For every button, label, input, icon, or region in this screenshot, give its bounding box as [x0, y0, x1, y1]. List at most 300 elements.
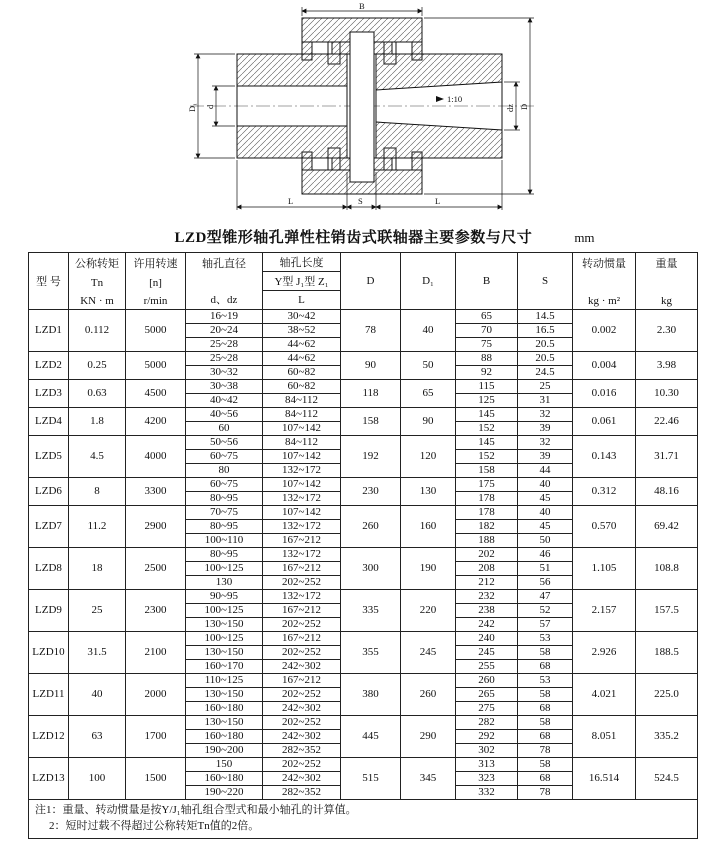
header-bore-len-L: L: [298, 294, 305, 306]
cell-S: 31: [518, 394, 573, 408]
cell-torque: 0.63: [69, 380, 126, 408]
cell-B: 242: [456, 618, 518, 632]
cell-D1: 220: [401, 590, 456, 632]
cell-bore-diameter: 160~180: [186, 730, 263, 744]
cell-speed: 3300: [126, 478, 186, 506]
cell-D: 380: [341, 674, 401, 716]
taper-arrow-icon: [436, 96, 444, 102]
cell-S: 56: [518, 576, 573, 590]
cell-torque: 11.2: [69, 506, 126, 548]
cell-speed: 4200: [126, 408, 186, 436]
cell-torque: 63: [69, 716, 126, 758]
cell-D: 355: [341, 632, 401, 674]
page-title: LZD型锥形轴孔弹性柱销齿式联轴器主要参数与尺寸: [174, 230, 533, 246]
cell-bore-diameter: 100~110: [186, 534, 263, 548]
cell-inertia: 2.157: [573, 590, 636, 632]
header-bore-len-title: 轴孔长度: [263, 253, 340, 272]
cell-B: 302: [456, 744, 518, 758]
cell-D1: 345: [401, 758, 456, 800]
cell-speed: 1700: [126, 716, 186, 758]
cell-inertia: 2.926: [573, 632, 636, 674]
cell-S: 68: [518, 730, 573, 744]
cell-weight: 10.30: [636, 380, 698, 408]
cell-B: 88: [456, 352, 518, 366]
header-S: [518, 253, 573, 310]
cell-inertia: 0.143: [573, 436, 636, 478]
cell-bore-length: 167~212: [263, 562, 341, 576]
cell-bore-diameter: 100~125: [186, 632, 263, 646]
notes-row: [29, 800, 698, 839]
cell-bore-length: 107~142: [263, 422, 341, 436]
cell-speed: 2500: [126, 548, 186, 590]
cell-S: 47: [518, 590, 573, 604]
cell-weight: 2.30: [636, 310, 698, 352]
cell-weight: 225.0: [636, 674, 698, 716]
table-row: [29, 408, 698, 422]
cell-D1: 260: [401, 674, 456, 716]
cell-S: 39: [518, 422, 573, 436]
header-bore-length: [263, 253, 341, 310]
cell-D: 78: [341, 310, 401, 352]
cell-B: 245: [456, 646, 518, 660]
cell-bore-diameter: 110~125: [186, 674, 263, 688]
cell-bore-length: 167~212: [263, 632, 341, 646]
cell-model: LZD6: [29, 478, 69, 506]
cell-bore-diameter: 40~56: [186, 408, 263, 422]
cell-model: LZD2: [29, 352, 69, 380]
cell-inertia: 0.016: [573, 380, 636, 408]
cell-speed: 1500: [126, 758, 186, 800]
cell-B: 265: [456, 688, 518, 702]
cell-bore-length: 202~252: [263, 758, 341, 772]
cell-B: 65: [456, 310, 518, 324]
header-torque-line2: Tn: [90, 277, 104, 289]
cell-D: 300: [341, 548, 401, 590]
header-inertia: [573, 253, 636, 310]
cell-bore-diameter: 25~28: [186, 338, 263, 352]
header-torque-line1: 公称转矩: [75, 258, 119, 270]
cell-speed: 5000: [126, 310, 186, 352]
header-D-label: D: [366, 275, 375, 287]
cell-bore-diameter: 100~125: [186, 604, 263, 618]
header-weight: [636, 253, 698, 310]
table-header: [29, 253, 698, 310]
cell-bore-diameter: 130~150: [186, 716, 263, 730]
cell-S: 32: [518, 408, 573, 422]
cell-bore-diameter: 100~125: [186, 562, 263, 576]
cell-weight: 3.98: [636, 352, 698, 380]
cell-bore-diameter: 80~95: [186, 548, 263, 562]
cell-D1: 130: [401, 478, 456, 506]
header-speed: [126, 253, 186, 310]
cell-D1: 245: [401, 632, 456, 674]
cell-bore-length: 107~142: [263, 506, 341, 520]
cell-S: 32: [518, 436, 573, 450]
table-row: [29, 310, 698, 324]
cell-weight: 31.71: [636, 436, 698, 478]
cell-B: 152: [456, 450, 518, 464]
cell-bore-diameter: 130: [186, 576, 263, 590]
cell-S: 20.5: [518, 338, 573, 352]
table-row: [29, 590, 698, 604]
cell-S: 25: [518, 380, 573, 394]
cell-bore-length: 132~172: [263, 520, 341, 534]
cell-B: 152: [456, 422, 518, 436]
cell-B: 232: [456, 590, 518, 604]
cell-D1: 120: [401, 436, 456, 478]
notes-cell: [29, 800, 698, 839]
cell-speed: 4500: [126, 380, 186, 408]
cell-S: 58: [518, 688, 573, 702]
dim-label-L-left: L: [288, 196, 294, 206]
cell-bore-length: 282~352: [263, 786, 341, 800]
cell-B: 260: [456, 674, 518, 688]
cell-B: 313: [456, 758, 518, 772]
cell-S: 46: [518, 548, 573, 562]
cell-B: 208: [456, 562, 518, 576]
cell-bore-length: 107~142: [263, 450, 341, 464]
cell-bore-length: 44~62: [263, 352, 341, 366]
cell-S: 52: [518, 604, 573, 618]
cell-bore-diameter: 90~95: [186, 590, 263, 604]
cell-weight: 335.2: [636, 716, 698, 758]
cell-weight: 108.8: [636, 548, 698, 590]
cell-torque: 18: [69, 548, 126, 590]
cell-model: LZD7: [29, 506, 69, 548]
header-speed-line3: r/min: [143, 295, 168, 307]
left-hub-lower: [237, 126, 347, 158]
left-hub-flange-bottom: [332, 158, 350, 170]
note-2: 2：短时过载不得超过公称转矩Tn值的2倍。: [49, 819, 260, 832]
cell-B: 255: [456, 660, 518, 674]
header-B-label: B: [482, 275, 491, 287]
cell-D: 192: [341, 436, 401, 478]
cell-S: 45: [518, 520, 573, 534]
cell-D: 445: [341, 716, 401, 758]
cell-inertia: 8.051: [573, 716, 636, 758]
spec-table-body: [29, 310, 698, 800]
cell-bore-length: 84~112: [263, 436, 341, 450]
cell-speed: 2300: [126, 590, 186, 632]
cell-S: 78: [518, 744, 573, 758]
cell-B: 238: [456, 604, 518, 618]
cell-S: 68: [518, 772, 573, 786]
cell-S: 44: [518, 464, 573, 478]
header-bore-len-types: Y型 J₁型 Z₁: [263, 272, 340, 291]
cell-bore-length: 167~212: [263, 534, 341, 548]
cell-S: 68: [518, 660, 573, 674]
dim-label-D: D: [519, 103, 529, 110]
cell-S: 78: [518, 786, 573, 800]
cell-bore-length: 44~62: [263, 338, 341, 352]
cell-B: 212: [456, 576, 518, 590]
cell-bore-length: 132~172: [263, 492, 341, 506]
cell-B: 115: [456, 380, 518, 394]
header-D: [341, 253, 401, 310]
cell-D: 230: [341, 478, 401, 506]
cell-bore-length: 167~212: [263, 674, 341, 688]
table-row: [29, 478, 698, 492]
table-row: [29, 758, 698, 772]
cell-D: 118: [341, 380, 401, 408]
cell-D1: 190: [401, 548, 456, 590]
cell-bore-diameter: 20~24: [186, 324, 263, 338]
cell-bore-diameter: 25~28: [186, 352, 263, 366]
header-torque: [69, 253, 126, 310]
dim-label-dz: dz: [505, 103, 515, 112]
header-bore-diameter: [186, 253, 263, 310]
cell-S: 16.5: [518, 324, 573, 338]
cell-speed: 2000: [126, 674, 186, 716]
cell-inertia: 0.570: [573, 506, 636, 548]
cell-torque: 0.112: [69, 310, 126, 352]
cell-B: 178: [456, 492, 518, 506]
note-1: 注1：重量、转动惯量是按Y/J₁轴孔组合型式和最小轴孔的计算值。: [35, 804, 357, 816]
cell-bore-diameter: 80~95: [186, 520, 263, 534]
cell-bore-length: 282~352: [263, 744, 341, 758]
header-D1-label: D₁: [422, 275, 434, 287]
cell-B: 275: [456, 702, 518, 716]
cell-S: 45: [518, 492, 573, 506]
cell-torque: 31.5: [69, 632, 126, 674]
cell-bore-length: 132~172: [263, 464, 341, 478]
cell-bore-length: 84~112: [263, 408, 341, 422]
cell-S: 14.5: [518, 310, 573, 324]
cell-weight: 48.16: [636, 478, 698, 506]
cell-bore-diameter: 130~150: [186, 646, 263, 660]
cell-model: LZD1: [29, 310, 69, 352]
cell-torque: 8: [69, 478, 126, 506]
cell-S: 68: [518, 702, 573, 716]
cell-B: 175: [456, 478, 518, 492]
title-row: [50, 226, 719, 247]
header-speed-line2: [n]: [149, 277, 162, 289]
table-row: [29, 548, 698, 562]
cell-inertia: 0.002: [573, 310, 636, 352]
cell-bore-length: 202~252: [263, 716, 341, 730]
cell-bore-length: 84~112: [263, 394, 341, 408]
cell-bore-diameter: 16~19: [186, 310, 263, 324]
cell-bore-length: 242~302: [263, 702, 341, 716]
cell-model: LZD11: [29, 674, 69, 716]
cell-S: 50: [518, 534, 573, 548]
unit-label: mm: [574, 230, 595, 245]
cell-bore-diameter: 130~150: [186, 688, 263, 702]
cell-S: 39: [518, 450, 573, 464]
cell-bore-length: 132~172: [263, 590, 341, 604]
cell-S: 53: [518, 674, 573, 688]
table-notes: [29, 800, 698, 839]
cell-D1: 50: [401, 352, 456, 380]
cell-B: 125: [456, 394, 518, 408]
cell-S: 58: [518, 646, 573, 660]
cell-weight: 69.42: [636, 506, 698, 548]
header-S-label: S: [541, 275, 549, 287]
cell-inertia: 0.312: [573, 478, 636, 506]
cell-speed: 4000: [126, 436, 186, 478]
table-row: [29, 380, 698, 394]
header-bore-dia-line1: 轴孔直径: [202, 258, 246, 270]
cell-bore-diameter: 50~56: [186, 436, 263, 450]
cell-bore-length: 202~252: [263, 618, 341, 632]
header-torque-line3: KN · m: [80, 295, 114, 307]
cell-weight: 22.46: [636, 408, 698, 436]
cell-bore-length: 60~82: [263, 366, 341, 380]
header-model-label: 型 号: [36, 276, 61, 288]
cell-D1: 90: [401, 408, 456, 436]
cell-weight: 188.5: [636, 632, 698, 674]
cell-bore-length: 107~142: [263, 478, 341, 492]
cell-D: 335: [341, 590, 401, 632]
spec-table: [28, 252, 698, 839]
table-row: [29, 716, 698, 730]
cell-torque: 4.5: [69, 436, 126, 478]
cell-bore-diameter: 130~150: [186, 618, 263, 632]
cell-bore-diameter: 160~180: [186, 702, 263, 716]
table-row: [29, 436, 698, 450]
cell-model: LZD5: [29, 436, 69, 478]
cell-bore-diameter: 70~75: [186, 506, 263, 520]
dim-label-B: B: [359, 2, 365, 11]
cell-B: 182: [456, 520, 518, 534]
taper-label: 1:10: [447, 94, 463, 104]
cell-speed: 5000: [126, 352, 186, 380]
cell-torque: 1.8: [69, 408, 126, 436]
header-model: [29, 253, 69, 310]
cell-inertia: 0.004: [573, 352, 636, 380]
coupling-section-drawing: [182, 2, 542, 217]
table-row: [29, 674, 698, 688]
cell-B: 323: [456, 772, 518, 786]
header-B: [456, 253, 518, 310]
cell-B: 145: [456, 436, 518, 450]
cell-inertia: 4.021: [573, 674, 636, 716]
cell-B: 332: [456, 786, 518, 800]
cell-bore-diameter: 80~95: [186, 492, 263, 506]
cell-D1: 40: [401, 310, 456, 352]
dim-label-D1: D₁: [187, 102, 197, 112]
cell-S: 24.5: [518, 366, 573, 380]
cell-B: 145: [456, 408, 518, 422]
cell-S: 40: [518, 506, 573, 520]
cell-bore-diameter: 40~42: [186, 394, 263, 408]
cell-weight: 157.5: [636, 590, 698, 632]
dim-label-L-right: L: [435, 196, 441, 206]
cell-bore-length: 242~302: [263, 730, 341, 744]
cell-B: 158: [456, 464, 518, 478]
right-hub-lower: [376, 122, 502, 158]
cell-S: 57: [518, 618, 573, 632]
cell-bore-length: 60~82: [263, 380, 341, 394]
cell-B: 188: [456, 534, 518, 548]
header-weight-line1: 重量: [655, 258, 678, 270]
right-hub-flange-top: [374, 42, 392, 54]
cell-bore-diameter: 30~32: [186, 366, 263, 380]
cell-bore-diameter: 190~220: [186, 786, 263, 800]
cell-B: 178: [456, 506, 518, 520]
cell-B: 92: [456, 366, 518, 380]
cell-bore-length: 242~302: [263, 772, 341, 786]
cell-D: 158: [341, 408, 401, 436]
cell-bore-diameter: 60~75: [186, 450, 263, 464]
cell-bore-diameter: 30~38: [186, 380, 263, 394]
cell-bore-length: 167~212: [263, 604, 341, 618]
cell-torque: 40: [69, 674, 126, 716]
cell-model: LZD8: [29, 548, 69, 590]
cell-speed: 2100: [126, 632, 186, 674]
cell-bore-diameter: 60: [186, 422, 263, 436]
cell-B: 282: [456, 716, 518, 730]
cell-B: 240: [456, 632, 518, 646]
cell-bore-diameter: 160~170: [186, 660, 263, 674]
cell-model: LZD3: [29, 380, 69, 408]
cell-inertia: 0.061: [573, 408, 636, 436]
cell-bore-length: 242~302: [263, 660, 341, 674]
cell-S: 53: [518, 632, 573, 646]
middle-spacer: [350, 32, 374, 182]
cell-bore-length: 202~252: [263, 576, 341, 590]
cell-model: LZD10: [29, 632, 69, 674]
cell-bore-diameter: 150: [186, 758, 263, 772]
cell-model: LZD4: [29, 408, 69, 436]
cell-D1: 65: [401, 380, 456, 408]
cell-bore-length: 38~52: [263, 324, 341, 338]
cell-S: 58: [518, 716, 573, 730]
cell-bore-diameter: 190~200: [186, 744, 263, 758]
cell-weight: 524.5: [636, 758, 698, 800]
cell-model: LZD13: [29, 758, 69, 800]
right-hub-flange-bottom: [374, 158, 392, 170]
cell-bore-length: 30~42: [263, 310, 341, 324]
table-row: [29, 352, 698, 366]
cell-torque: 100: [69, 758, 126, 800]
cell-inertia: 16.514: [573, 758, 636, 800]
right-hub-upper: [376, 54, 502, 90]
header-bore-dia-line2: d、dz: [210, 294, 238, 306]
cell-bore-length: 202~252: [263, 688, 341, 702]
header-inertia-line1: 转动惯量: [582, 258, 626, 270]
table-row: [29, 632, 698, 646]
cell-D: 260: [341, 506, 401, 548]
cell-S: 51: [518, 562, 573, 576]
cell-B: 202: [456, 548, 518, 562]
cell-model: LZD12: [29, 716, 69, 758]
cell-B: 75: [456, 338, 518, 352]
header-weight-line2: kg: [661, 295, 672, 307]
cell-bore-diameter: 80: [186, 464, 263, 478]
cell-D1: 290: [401, 716, 456, 758]
header-inertia-line2: kg · m²: [587, 295, 621, 307]
cell-D1: 160: [401, 506, 456, 548]
table-row: [29, 506, 698, 520]
cell-bore-diameter: 60~75: [186, 478, 263, 492]
cell-bore-diameter: 160~180: [186, 772, 263, 786]
dim-label-S: S: [358, 196, 363, 206]
cell-S: 58: [518, 758, 573, 772]
cell-torque: 25: [69, 590, 126, 632]
cell-inertia: 1.105: [573, 548, 636, 590]
cell-S: 40: [518, 478, 573, 492]
header-speed-line1: 许用转速: [133, 258, 178, 270]
cell-S: 20.5: [518, 352, 573, 366]
cell-bore-length: 202~252: [263, 646, 341, 660]
cell-D: 90: [341, 352, 401, 380]
cell-model: LZD9: [29, 590, 69, 632]
cell-B: 70: [456, 324, 518, 338]
left-hub-flange-top: [332, 42, 350, 54]
left-hub-upper: [237, 54, 347, 86]
dim-label-d: d: [205, 104, 215, 109]
